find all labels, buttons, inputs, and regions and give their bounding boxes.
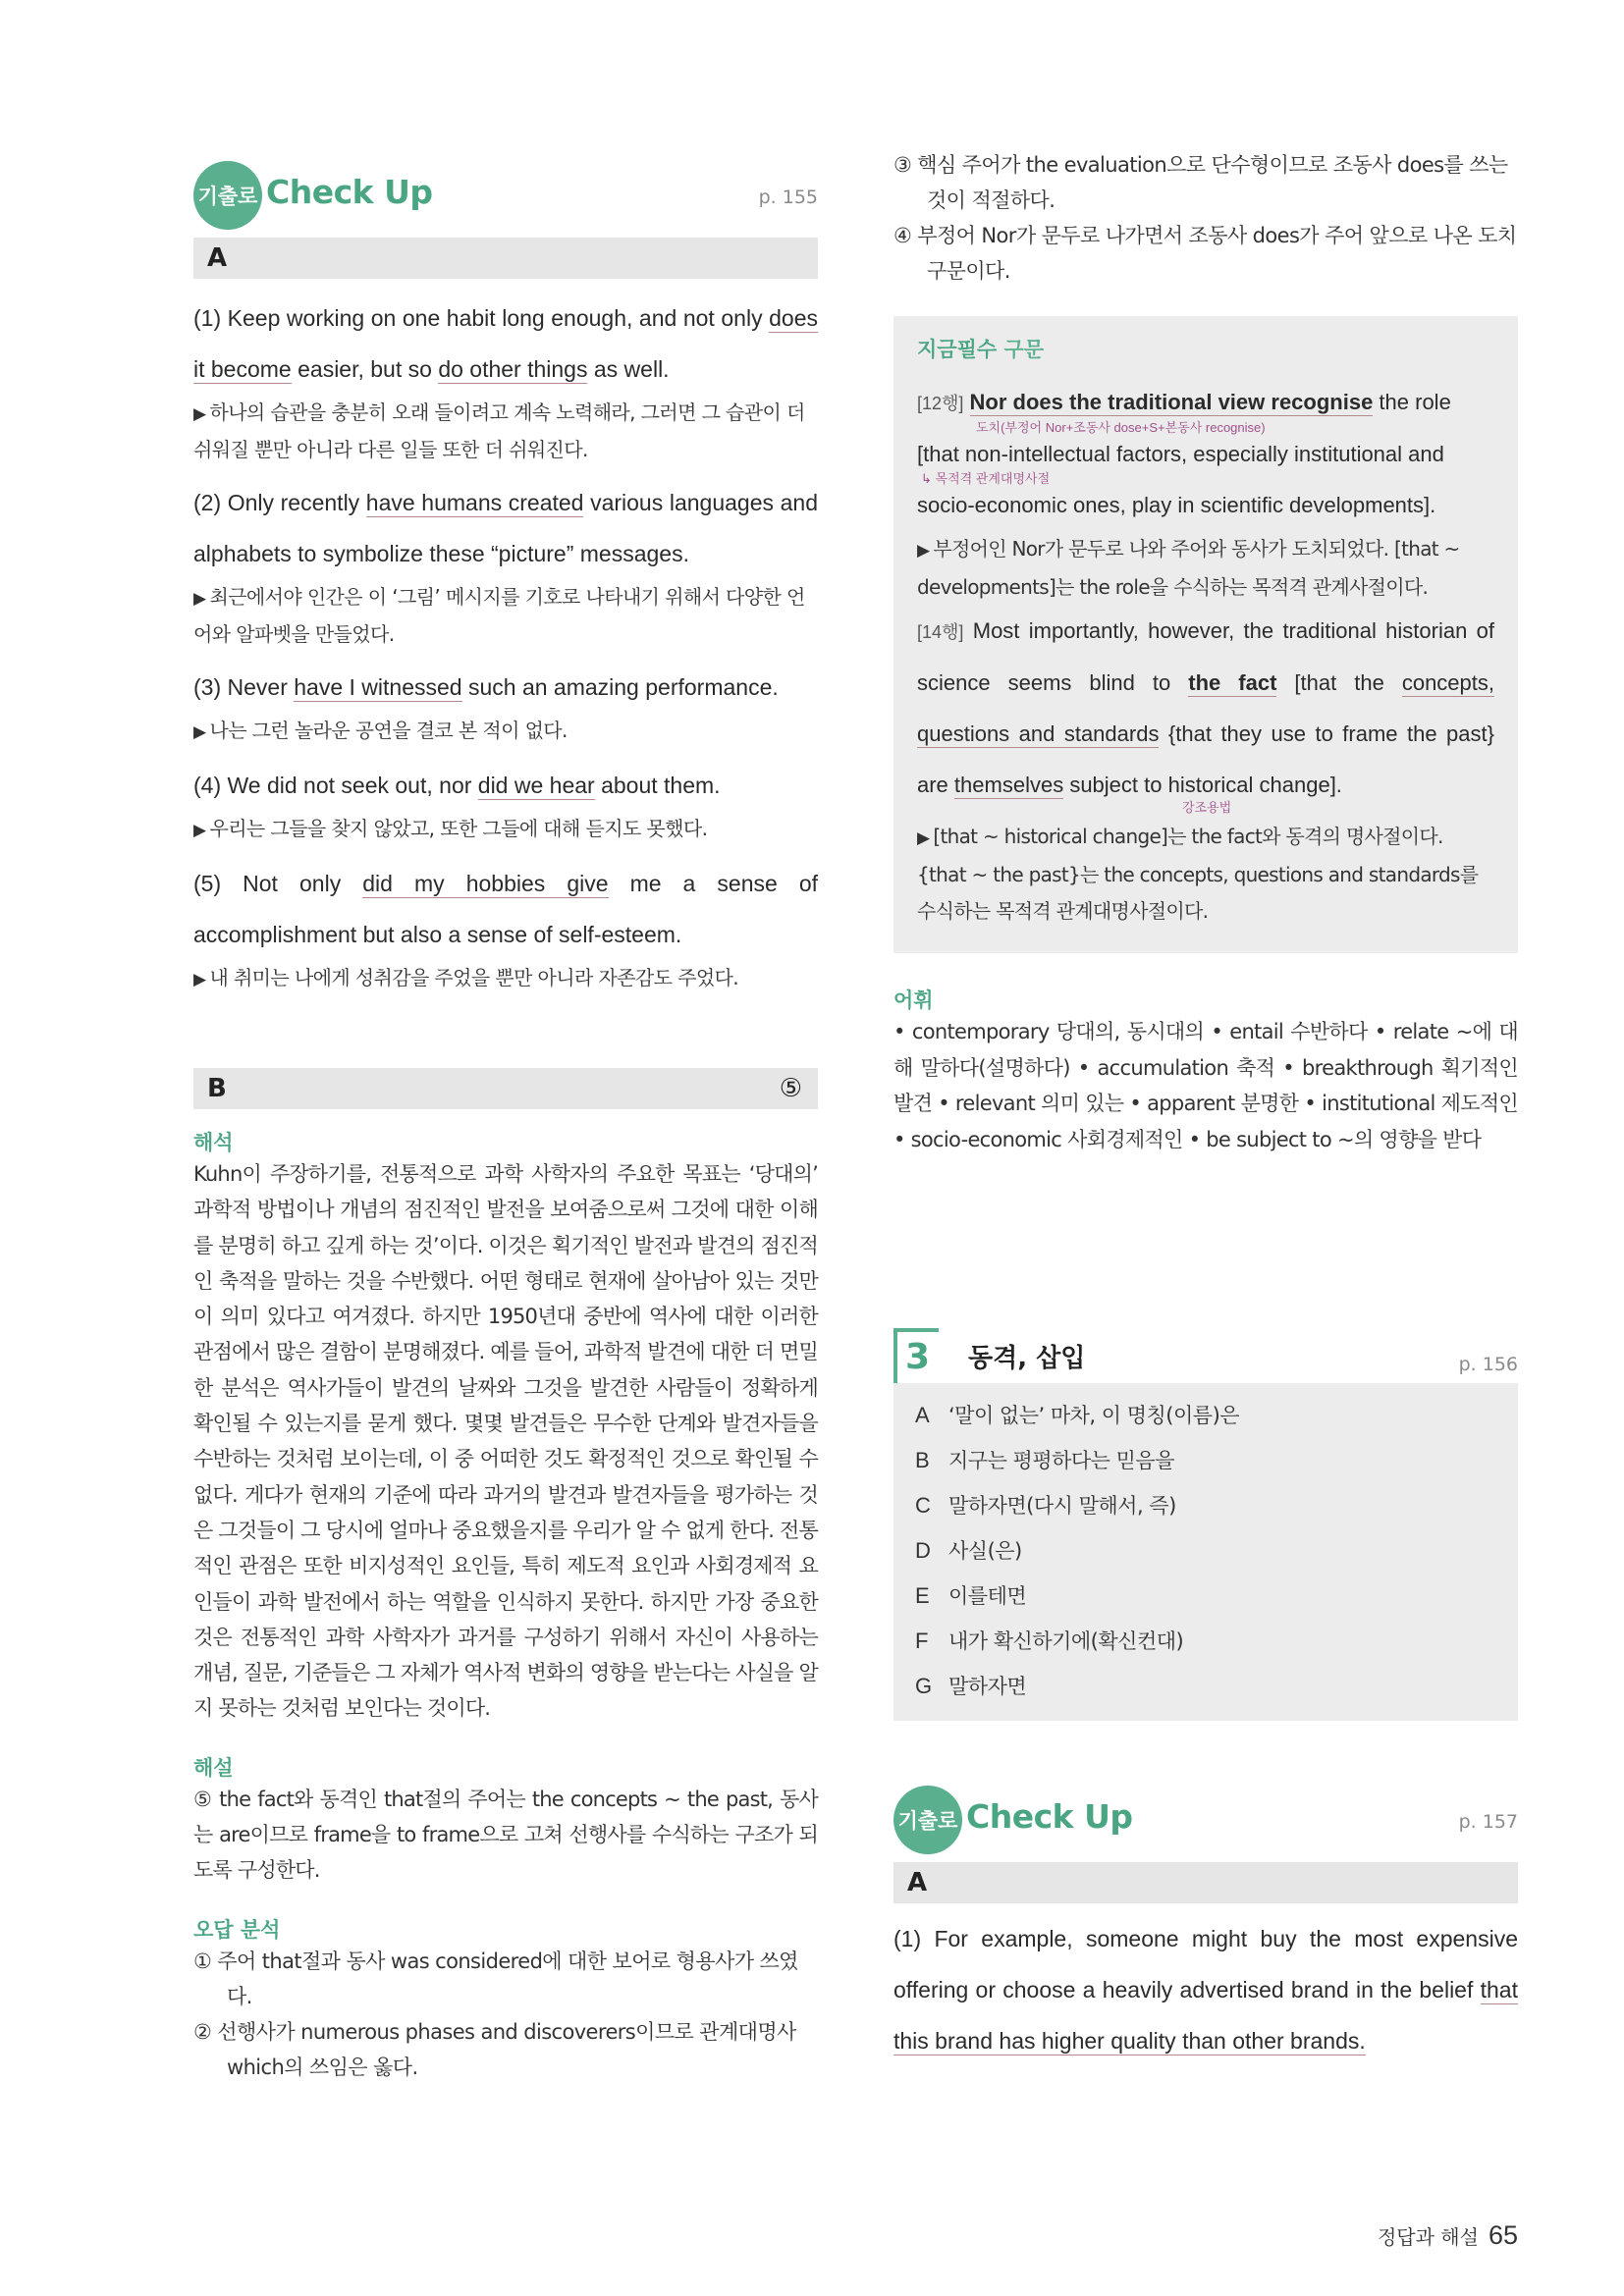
grammar-note: 강조용법 xyxy=(1182,800,1232,815)
section-a-bar xyxy=(193,238,818,279)
text: (3) Never xyxy=(193,674,295,700)
exercise-item-4 xyxy=(193,760,818,811)
grammar-note: 도치(부정어 Nor+조동사 dose+S+본동사 recognise) xyxy=(976,420,1266,435)
odap-item-1: ① 주어 that절과 동사 was considered에 대한 보어로 형용사가 쓰였다. xyxy=(193,1949,798,2008)
explanation-text: 부정어인 Nor가 문두로 나와 주어와 동사가 도치되었다. [that ~ developments]는 the role을 수식하는 목적격 관계사절이다. xyxy=(917,537,1460,599)
text: (2) Only recently xyxy=(193,490,366,515)
section-3-header xyxy=(893,1328,1518,1381)
exercise-item-5 xyxy=(193,858,818,960)
exercise-item-3 xyxy=(193,662,818,713)
section-title: 동격, 삽입 xyxy=(968,1344,1086,1373)
title-part: 지금필수 xyxy=(917,338,998,361)
section-label: A xyxy=(207,243,228,273)
answer-letter: G xyxy=(915,1674,932,1698)
underlined-text: themselves xyxy=(953,773,1064,797)
answer-item xyxy=(915,1664,1496,1709)
answer-number: ⑤ xyxy=(779,1074,802,1103)
explanation-text: [that ~ historical change]는 the fact와 동격의 명사절이다. {that ~ the past}는 the concepts, questions and standards를 수식하는 목적격 관계대명사절이다. xyxy=(917,825,1479,923)
underlined-text: have I witnessed xyxy=(294,674,462,700)
text: (1) For example, someone might buy the most expensive offering or choose a heavily advertised brand in the belief xyxy=(893,1926,1518,2002)
answer-item xyxy=(915,1528,1496,1574)
answer-item xyxy=(915,1574,1496,1619)
underlined-text: Nor does the traditional view recognise xyxy=(969,390,1374,414)
haeseok-text: Kuhn이 주장하기를, 전통적으로 과학 사학자의 주요한 목표는 ‘당대의’ 과학적 방법이나 개념의 점진적인 발전을 보여줌으로써 그것에 대한 이해를 분명히 하고 깊게 하는 것’이다. 이것은 획기적인 발전과 발견의 점진적인 축적을 말하는 것을 수반했다. 어떤 형태로 현재에 살아남아 있는 것만이 의미 있다고 여겨졌다. 하지만 1950년대 중반에 역사에 대한 이러한 관점에서 많은 결함이 분명해졌다. 예를 들어, 과학적 발견에 대한 더 면밀한 분석은 역사가들이 발견의 날짜와 그것을 발견한 사람들이 정확하게 확인될 수 있는지를 묻게 했다. 몇몇 발견들은 무수한 단계와 발견자들을 수반하는 것처럼 보이는데, 이 중 어떠한 것도 확정적인 것으로 확인될 수 없다. 게다가 현재의 기준에 따라 과거의 발견과 발견자들을 평가하는 것은 그것들이 그 당시에 얼마나 중요했을지를 우리가 알 수 없게 한다. 전통적인 관점은 또한 비지성적인 요인들, 특히 제도적 요인과 사회경제적 요인들이 과학 발전에서 하는 역할을 인식하지 못한다. 하지만 가장 중요한 것은 전통적인 과학 사학자가 과거를 구성하기 위해서 자신이 사용하는 개념, 질문, 기준들은 그 자체가 역사적 변화의 영향을 받는다는 사실을 알지 못하는 것처럼 보인다는 것이다. xyxy=(193,1162,818,1721)
checkup-title: Check Up xyxy=(966,1797,1133,1836)
checkup-header-2 xyxy=(893,1782,1518,1846)
line-tag: [14행] xyxy=(917,622,964,642)
answer-text: 말하자면(다시 말해서, 즉) xyxy=(948,1494,1176,1518)
exercise-item-1 xyxy=(193,293,818,395)
answer-letter: E xyxy=(915,1583,930,1608)
syntax-line-14 xyxy=(917,606,1494,815)
text: about them. xyxy=(594,773,721,798)
text: {that they use to frame the past} are xyxy=(917,721,1494,797)
odap-item-4: ④ 부정어 Nor가 문두로 나가면서 조동사 does가 주어 앞으로 나온 도치구문이다. xyxy=(893,224,1517,283)
answer-letter: C xyxy=(915,1493,931,1518)
vocab-list: • contemporary 당대의, 동시대의 • entail 수반하다 • relate ~에 대해 말하다(설명하다) • accumulation 축적 • breakthrough 획기적인 발견 • relevant 의미 있는 • apparent 분명한 • institutional 제도적인 • socio-economic 사회경제적인 • be subject to ~의 영향을 받다 xyxy=(893,1020,1518,1151)
text: various languages and alphabets to symbolize these “picture” messages. xyxy=(193,490,818,566)
right-column xyxy=(893,147,1518,2066)
text: [that non-intellectual factors, especially institutional and xyxy=(917,442,1444,466)
translation-2: ▶ 최근에서야 인간은 이 ‘그림’ 메시지를 기호로 나타내기 위해서 다양한 언어와 알파벳을 만들었다. xyxy=(193,585,805,646)
answer-letter: F xyxy=(915,1629,928,1653)
checkup-header xyxy=(193,157,818,222)
section-b-bar xyxy=(193,1068,818,1109)
text: subject to historical change]. xyxy=(1063,773,1342,797)
text: [that the xyxy=(1276,670,1402,695)
answer-text: 지구는 평평하다는 믿음을 xyxy=(948,1449,1174,1472)
answer-text: 이를테면 xyxy=(948,1584,1027,1608)
answer-item xyxy=(915,1619,1496,1664)
odap-label: 오답 분석 xyxy=(193,1917,281,1942)
page-footer xyxy=(1378,2220,1518,2251)
haeseol-label: 해설 xyxy=(193,1755,234,1780)
underlined-text: that this brand has higher quality than other brands. xyxy=(893,1977,1518,2054)
translation-text: 최근에서야 인간은 이 ‘그림’ 메시지를 기호로 나타내기 위해서 다양한 언어와 알파벳을 만들었다. xyxy=(193,585,805,646)
exercise-list xyxy=(193,293,818,997)
checkup-title: Check Up xyxy=(266,173,433,211)
text: such an amazing performance. xyxy=(461,674,779,700)
syntax-box xyxy=(893,316,1518,953)
answer-item xyxy=(915,1483,1496,1528)
left-column xyxy=(193,157,818,2085)
translation-text: 우리는 그들을 찾지 않았고, 또한 그들에 대해 듣지도 못했다. xyxy=(209,817,708,840)
syntax-explanation-1: ▶ 부정어인 Nor가 문두로 나와 주어와 동사가 도치되었다. [that ~ developments]는 the role을 수식하는 목적격 관계사절이다. xyxy=(917,537,1460,599)
answer-text: 말하자면 xyxy=(948,1675,1027,1698)
line-tag: [12행] xyxy=(917,394,964,413)
page-reference: p. 157 xyxy=(1458,1811,1518,1833)
vocab-label: 어휘 xyxy=(893,988,934,1012)
section-3-answers xyxy=(893,1383,1518,1721)
footer-label: 정답과 해설 xyxy=(1377,2225,1479,2249)
exercise-item-2-1 xyxy=(893,1913,1518,2066)
answer-letter: A xyxy=(915,1403,930,1427)
haeseol-text: ⑤ the fact와 동격인 that절의 주어는 the concepts ~ the past, 동사는 are이므로 frame을 to frame으로 고쳐 선행사를 수식하는 구조가 되도록 구성한다. xyxy=(193,1787,818,1883)
section-label: A xyxy=(907,1868,928,1897)
text: (1) Keep working on one habit long enough, and not only xyxy=(193,305,770,331)
underlined-text: concepts, questions and standards xyxy=(917,670,1494,746)
text: (5) Not only xyxy=(193,871,363,896)
text: socio-economic ones, play in scientific developments]. xyxy=(917,493,1436,517)
odap-item-3: ③ 핵심 주어가 the evaluation으로 단수형이므로 조동사 does를 쓰는 것이 적절하다. xyxy=(893,153,1508,212)
text: as well. xyxy=(587,356,670,382)
text: Most importantly, however, the traditional historian of science seems blind to xyxy=(917,618,1494,695)
grammar-note xyxy=(921,472,1494,486)
underlined-text: the fact xyxy=(1188,670,1277,695)
answer-item xyxy=(915,1393,1496,1438)
answer-text: 사실(은) xyxy=(948,1539,1022,1563)
translation-4: ▶ 우리는 그들을 찾지 않았고, 또한 그들에 대해 듣지도 못했다. xyxy=(193,817,708,840)
checkup-badge: 기출로 xyxy=(893,1786,962,1854)
text: easier, but so xyxy=(291,356,439,382)
text: the role xyxy=(1373,390,1451,414)
translation-3: ▶ 나는 그런 놀라운 공연을 결코 본 적이 없다. xyxy=(193,719,568,742)
translation-5: ▶ 내 취미는 나에게 성취감을 주었을 뿐만 아니라 자존감도 주었다. xyxy=(193,966,739,989)
haeseok-label: 해석 xyxy=(193,1131,234,1154)
section-label: B xyxy=(207,1074,227,1103)
translation-1: ▶ 하나의 습관을 충분히 오래 들이려고 계속 노력해라, 그러면 그 습관이 더 쉬워질 뿐만 아니라 다른 일들 또한 더 쉬워진다. xyxy=(193,400,805,461)
answer-item xyxy=(915,1438,1496,1483)
title-part: 구문 xyxy=(1003,338,1045,361)
text: me a sense of accomplishment but also a sense of self-esteem. xyxy=(193,871,819,947)
page-reference: p. 156 xyxy=(1458,1354,1518,1375)
answer-letter: D xyxy=(915,1538,931,1563)
exercise-item-2 xyxy=(193,477,818,579)
checkup-badge: 기출로 xyxy=(193,161,262,230)
translation-text: 나는 그런 놀라운 공연을 결코 본 적이 없다. xyxy=(209,719,568,742)
syntax-line-12 xyxy=(917,377,1494,531)
syntax-explanation-2: ▶ [that ~ historical change]는 the fact와 동격의 명사절이다. {that ~ the past}는 the concepts, questions and standards를 수식하는 목적격 관계대명사절이다. xyxy=(917,825,1479,923)
section-number: 3 xyxy=(893,1328,939,1383)
underlined-text: did we hear xyxy=(477,773,595,798)
underlined-text: does it become xyxy=(193,305,818,382)
answer-text: 내가 확신하기에(확신컨대) xyxy=(948,1629,1184,1653)
underlined-text: do other things xyxy=(438,356,588,382)
page-number: 65 xyxy=(1488,2220,1518,2250)
answer-text: ‘말이 없는’ 마차, 이 명칭(이름)은 xyxy=(948,1404,1240,1427)
translation-text: 하나의 습관을 충분히 오래 들이려고 계속 노력해라, 그러면 그 습관이 더 쉬워질 뿐만 아니라 다른 일들 또한 더 쉬워진다. xyxy=(193,400,805,461)
odap-item-2: ② 선행사가 numerous phases and discoverers이므로 관계대명사 which의 쓰임은 옳다. xyxy=(193,2019,796,2079)
page-reference: p. 155 xyxy=(758,187,818,208)
note-text: 목적격 관계대명사절 xyxy=(935,471,1051,486)
arrow-icon: ↳ xyxy=(921,471,936,486)
section-a-bar-2 xyxy=(893,1862,1518,1903)
text: (4) We did not seek out, nor xyxy=(193,773,478,798)
syntax-box-title xyxy=(917,334,1494,363)
answer-letter: B xyxy=(915,1448,930,1472)
underlined-text: have humans created xyxy=(365,490,584,515)
translation-text: 내 취미는 나에게 성취감을 주었을 뿐만 아니라 자존감도 주었다. xyxy=(209,966,739,989)
underlined-text: did my hobbies give xyxy=(362,871,609,896)
